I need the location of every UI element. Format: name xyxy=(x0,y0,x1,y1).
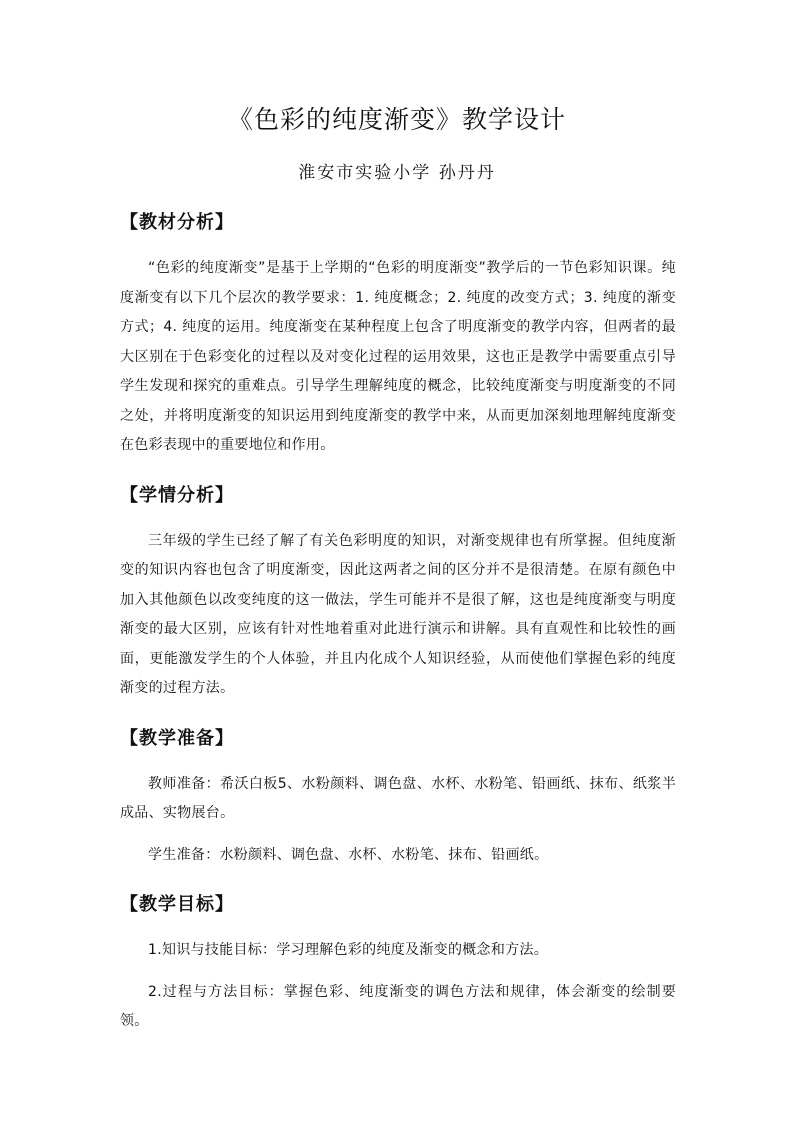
paragraph: “色彩的纯度渐变”是基于上学期的“色彩的明度渐变”教学后的一节色彩知识课。纯度渐变有以下几个层次的教学要求：1. 纯度概念；2. 纯度的改变方式；3. 纯度的渐变方式；4. 纯度的运用。纯度渐变在某种程度上包含了明度渐变的教学内容，但两者的最大区别在于色彩变化的过程以及对变化过程的运用效果，这也正是教学中需要重点引导学生发现和探究的重难点。引导学生理解纯度的概念，比较纯度渐变与明度渐变的不同之处，并将明度渐变的知识运用到纯度渐变的教学中来，从而更加深刻地理解纯度渐变在色彩表现中的重要地位和作用。 xyxy=(120,260,676,453)
section-student-analysis xyxy=(120,477,676,704)
section-heading: 【教学目标】 xyxy=(120,894,234,915)
document-title: 《色彩的纯度渐变》教学设计 xyxy=(227,105,566,134)
paragraph: 学生准备：水粉颜料、调色盘、水杯、水粉笔、抹布、铅画纸。 xyxy=(148,846,549,863)
section-teaching-objectives xyxy=(120,886,676,1037)
paragraph: 2.过程与方法目标：掌握色彩、纯度渐变的调色方法和规律，体会渐变的绘制要领。 xyxy=(120,983,676,1029)
paragraph: 教师准备：希沃白板5、水粉颜料、调色盘、水杯、水粉笔、铅画纸、抹布、纸浆半成品、实物展台。 xyxy=(120,775,676,821)
section-heading: 【教学准备】 xyxy=(120,727,234,749)
section-teaching-preparation xyxy=(120,720,676,871)
section-textbook-analysis xyxy=(120,204,676,461)
paragraph: 1.知识与技能目标：学习理解色彩的纯度及渐变的概念和方法。 xyxy=(148,942,549,958)
section-heading: 【教材分析】 xyxy=(120,212,234,233)
document-author: 淮安市实验小学 孙丹丹 xyxy=(298,163,496,183)
paragraph: 三年级的学生已经了解了有关色彩明度的知识，对渐变规律也有所掌握。但纯度渐变的知识内容也包含了明度渐变，因此这两者之间的区分并不是很清楚。在原有颜色中加入其他颜色以改变纯度的这一做法，学生可能并不是很了解，这也是纯度渐变与明度渐变的最大区别，应该有针对性地着重对此进行演示和讲解。具有直观性和比较性的画面，更能激发学生的个人体验，并且内化成个人知识经验，从而使他们掌握色彩的纯度渐变的过程方法。 xyxy=(120,532,676,696)
document-body xyxy=(120,204,676,1037)
section-heading: 【学情分析】 xyxy=(120,484,234,506)
